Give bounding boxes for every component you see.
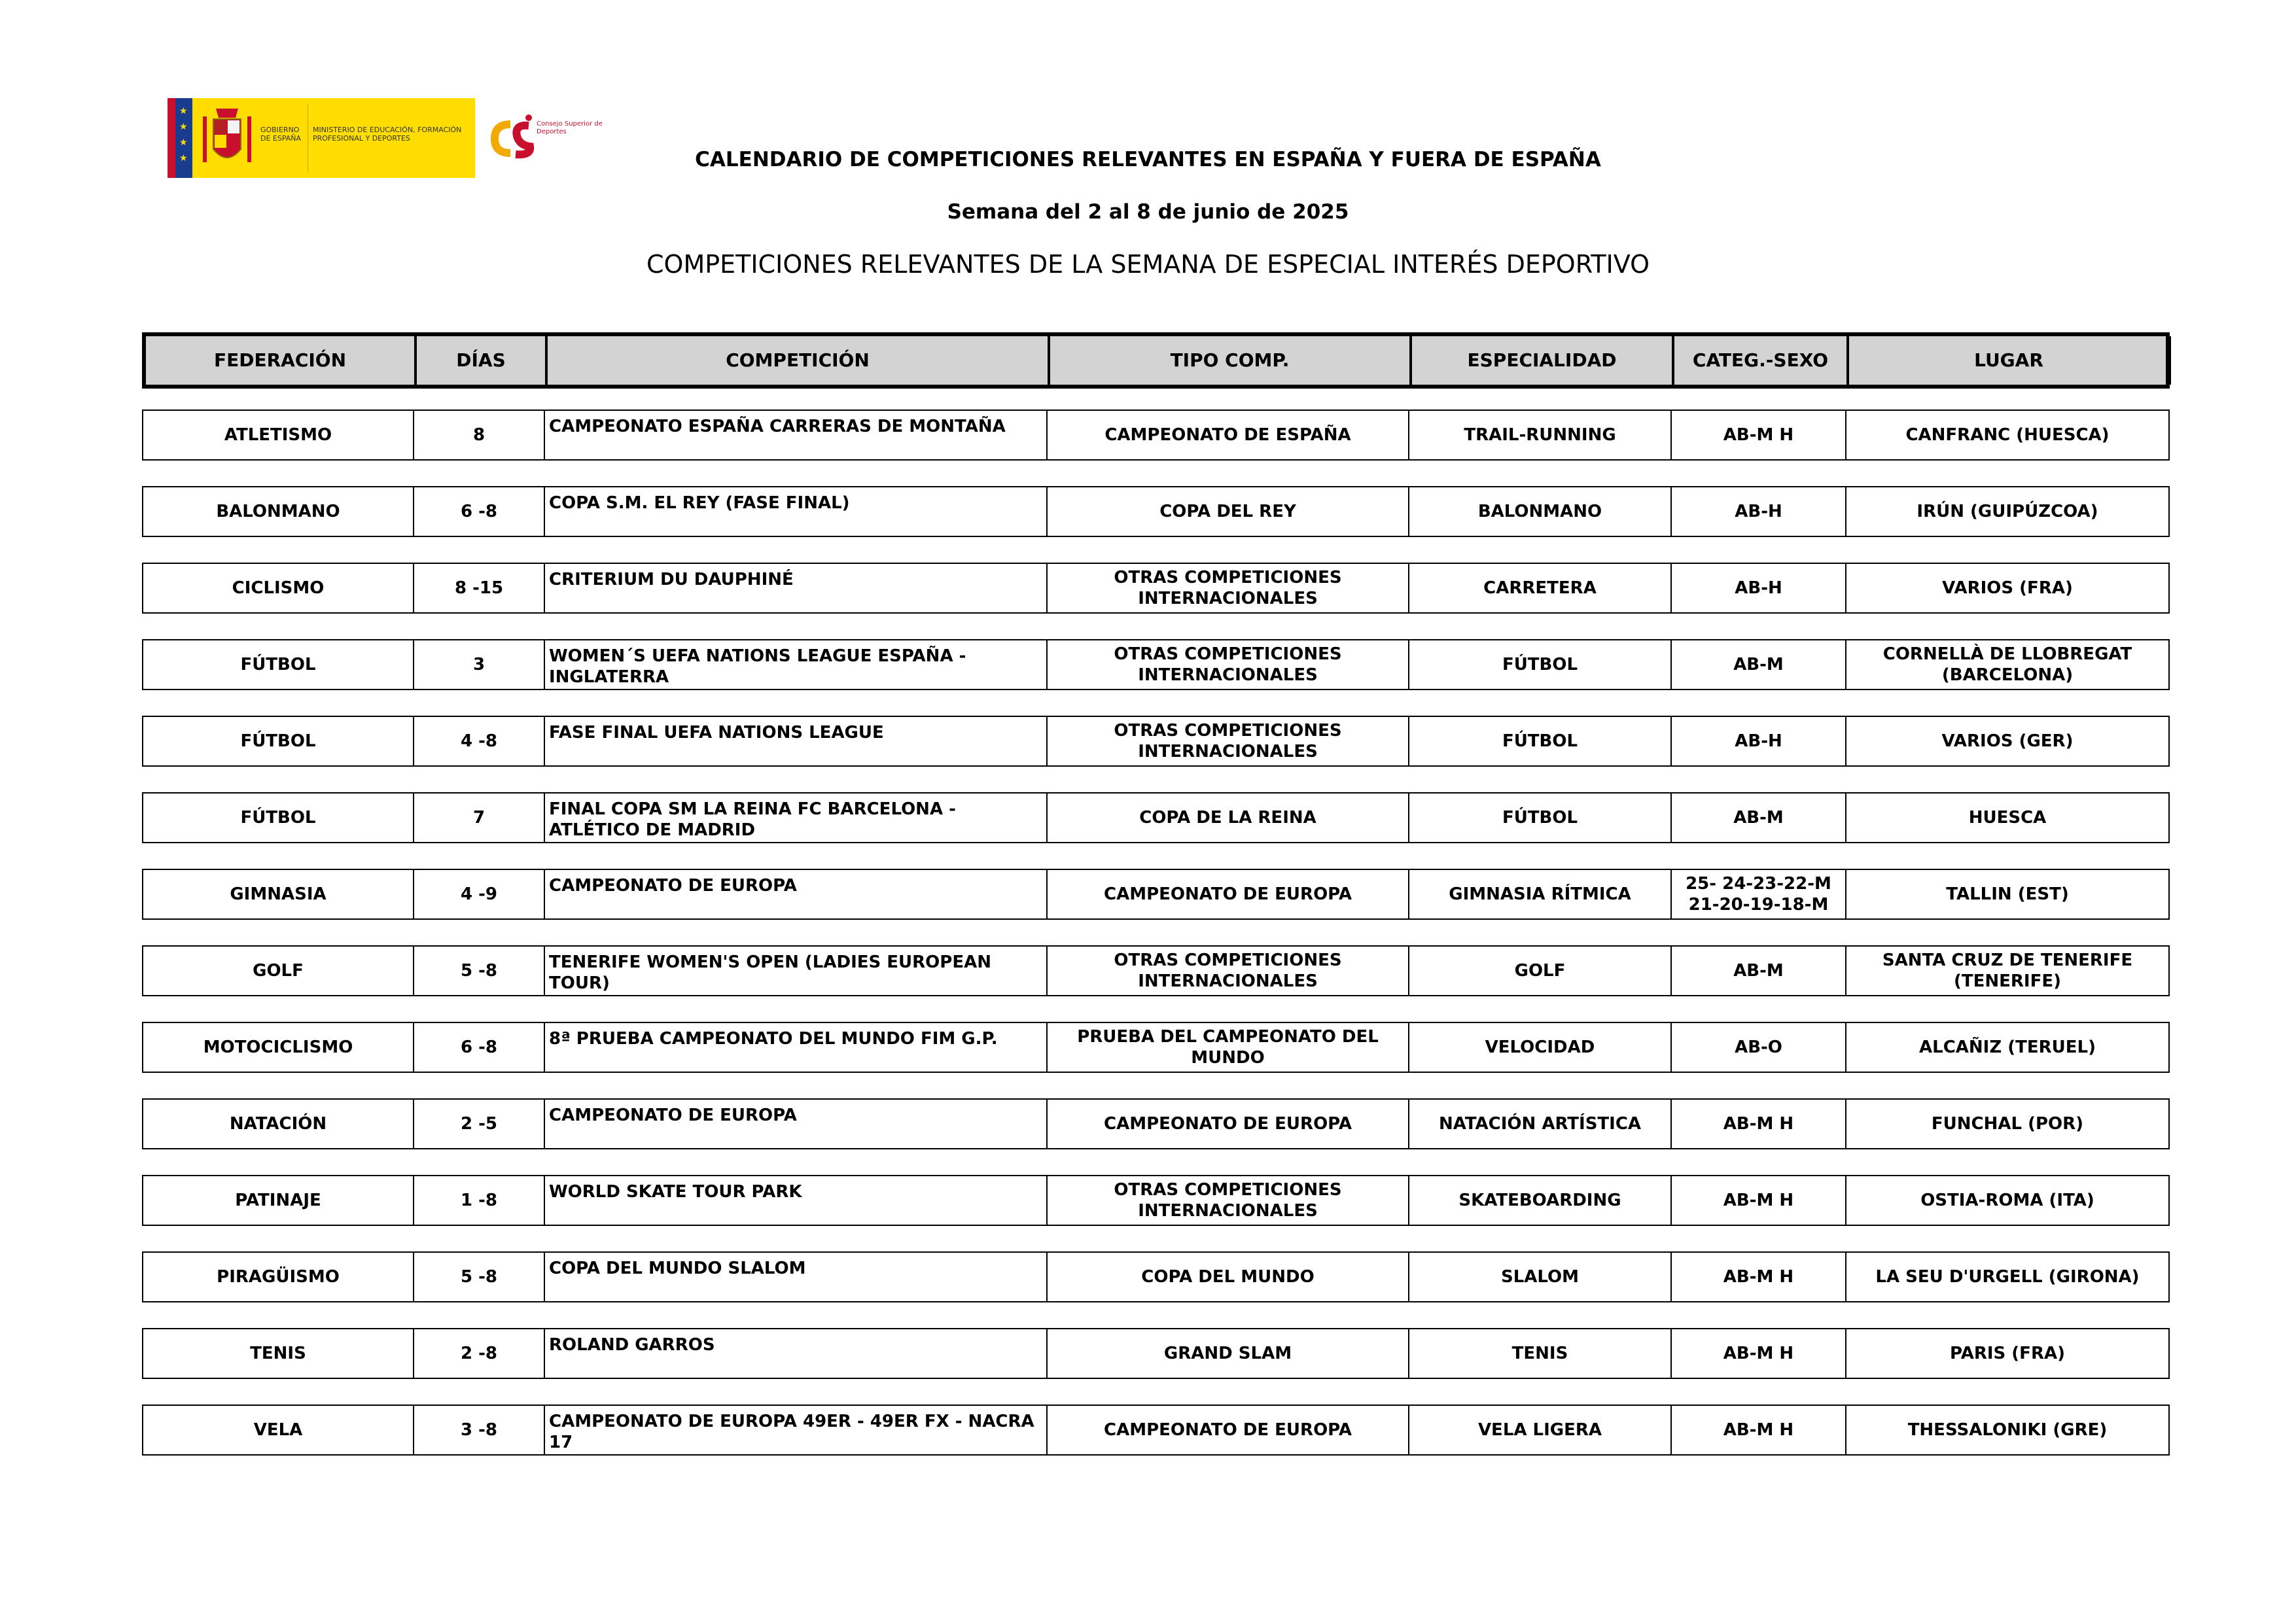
cell-especialidad: GOLF xyxy=(1409,947,1672,995)
table-row xyxy=(142,486,2170,537)
cell-lugar: PARIS (FRA) xyxy=(1950,1344,2065,1363)
cell-competicion: FASE FINAL UEFA NATIONS LEAGUE xyxy=(545,717,1048,765)
cell-competicion: WORLD SKATE TOUR PARK xyxy=(545,1176,1048,1225)
column-header-categ: CATEG.-SEXO xyxy=(1674,336,1849,385)
week-subtitle: Semana del 2 al 8 de junio de 2025 xyxy=(947,200,1349,224)
cell-competicion: COPA DEL MUNDO SLALOM xyxy=(545,1253,1048,1301)
cell-federacion: ATLETISMO xyxy=(143,411,414,459)
cell-especialidad: NATACIÓN ARTÍSTICA xyxy=(1409,1100,1672,1148)
cell-tipo: OTRAS COMPETICIONES INTERNACIONALES xyxy=(1048,717,1409,765)
cell-federacion: FÚTBOL xyxy=(143,717,414,765)
cell-especialidad: SLALOM xyxy=(1409,1253,1672,1301)
cell-lugar: CORNELLÀ DE LLOBREGAT (BARCELONA) xyxy=(1882,644,2132,685)
cell-especialidad: FÚTBOL xyxy=(1409,794,1672,842)
cell-federacion: CICLISMO xyxy=(143,564,414,612)
cell-lugar: FUNCHAL (POR) xyxy=(1931,1114,2084,1134)
cell-tipo: OTRAS COMPETICIONES INTERNACIONALES xyxy=(1048,640,1409,689)
table-row xyxy=(142,1022,2170,1073)
table-row xyxy=(142,1098,2170,1149)
cell-lugar: OSTIA-ROMA (ITA) xyxy=(1920,1191,2094,1210)
cell-lugar: LA SEU D'URGELL (GIRONA) xyxy=(1875,1267,2140,1287)
column-header-dias: DÍAS xyxy=(417,336,548,385)
cell-dias: 8 -15 xyxy=(414,564,545,612)
column-header-federacion: FEDERACIÓN xyxy=(146,336,417,385)
column-header-competicion: COMPETICIÓN xyxy=(548,336,1050,385)
cell-categ: AB-M H xyxy=(1672,1100,1846,1148)
table-row xyxy=(142,639,2170,690)
cell-tipo: PRUEBA DEL CAMPEONATO DEL MUNDO xyxy=(1048,1023,1409,1072)
table-row xyxy=(142,792,2170,843)
cell-tipo: CAMPEONATO DE EUROPA xyxy=(1048,1406,1409,1454)
cell-competicion: TENERIFE WOMEN'S OPEN (LADIES EUROPEAN TOUR) xyxy=(545,947,1048,995)
cell-federacion: FÚTBOL xyxy=(143,640,414,689)
cell-competicion: ROLAND GARROS xyxy=(545,1329,1048,1378)
table-row xyxy=(142,410,2170,461)
cell-tipo: CAMPEONATO DE EUROPA xyxy=(1048,870,1409,918)
cell-lugar: CANFRANC (HUESCA) xyxy=(1905,425,2110,445)
cell-lugar: VARIOS (GER) xyxy=(1941,731,2074,751)
table-row xyxy=(142,716,2170,767)
cell-tipo: OTRAS COMPETICIONES INTERNACIONALES xyxy=(1048,564,1409,612)
cell-especialidad: FÚTBOL xyxy=(1409,640,1672,689)
column-header-tipo: TIPO COMP. xyxy=(1050,336,1412,385)
cell-categ: AB-H xyxy=(1672,717,1846,765)
cell-dias: 5 -8 xyxy=(414,947,545,995)
cell-lugar: SANTA CRUZ DE TENERIFE (TENERIFE) xyxy=(1882,951,2133,991)
column-header-lugar: LUGAR xyxy=(1849,336,2171,385)
table-row xyxy=(142,563,2170,614)
table-row xyxy=(142,1405,2170,1456)
cell-competicion: WOMEN´S UEFA NATIONS LEAGUE ESPAÑA - INGLATERRA xyxy=(545,640,1048,689)
page-title: CALENDARIO DE COMPETICIONES RELEVANTES EN ESPAÑA Y FUERA DE ESPAÑA xyxy=(695,148,1601,171)
cell-lugar: HUESCA xyxy=(1968,808,2047,828)
cell-dias: 4 -9 xyxy=(414,870,545,918)
cell-tipo: OTRAS COMPETICIONES INTERNACIONALES xyxy=(1048,947,1409,995)
cell-dias: 1 -8 xyxy=(414,1176,545,1225)
cell-especialidad: VELOCIDAD xyxy=(1409,1023,1672,1072)
cell-federacion: PIRAGÜISMO xyxy=(143,1253,414,1301)
cell-categ: AB-M xyxy=(1672,794,1846,842)
cell-lugar: VARIOS (FRA) xyxy=(1942,578,2073,598)
cell-competicion: CAMPEONATO DE EUROPA xyxy=(545,1100,1048,1148)
cell-especialidad: GIMNASIA RÍTMICA xyxy=(1409,870,1672,918)
cell-federacion: GIMNASIA xyxy=(143,870,414,918)
table-row xyxy=(142,945,2170,996)
cell-especialidad: VELA LIGERA xyxy=(1409,1406,1672,1454)
cell-especialidad: TRAIL-RUNNING xyxy=(1409,411,1672,459)
cell-especialidad: TENIS xyxy=(1409,1329,1672,1378)
cell-tipo: CAMPEONATO DE ESPAÑA xyxy=(1048,411,1409,459)
cell-tipo: GRAND SLAM xyxy=(1048,1329,1409,1378)
cell-federacion: NATACIÓN xyxy=(143,1100,414,1148)
cell-categ: AB-M H xyxy=(1672,411,1846,459)
cell-federacion: TENIS xyxy=(143,1329,414,1378)
cell-especialidad: CARRETERA xyxy=(1409,564,1672,612)
cell-tipo: CAMPEONATO DE EUROPA xyxy=(1048,1100,1409,1148)
cell-categ: AB-M H xyxy=(1672,1176,1846,1225)
spain-flag-icon: ★ ★ ★ ★ xyxy=(168,98,192,178)
cell-lugar: ALCAÑIZ (TERUEL) xyxy=(1919,1038,2096,1057)
cell-dias: 6 -8 xyxy=(414,1023,545,1072)
cell-dias: 2 -5 xyxy=(414,1100,545,1148)
ministerio-text: MINISTERIO DE EDUCACIÓN, FORMACIÓN PROFESIONAL Y DEPORTES xyxy=(313,126,462,143)
table-row xyxy=(142,1328,2170,1379)
gobierno-text: GOBIERNO DE ESPAÑA xyxy=(260,126,302,143)
cell-lugar: THESSALONIKI (GRE) xyxy=(1907,1420,2108,1440)
cell-categ: AB-O xyxy=(1672,1023,1846,1072)
cell-competicion: CAMPEONATO ESPAÑA CARRERAS DE MONTAÑA xyxy=(545,411,1048,459)
cell-competicion: 8ª PRUEBA CAMPEONATO DEL MUNDO FIM G.P. xyxy=(545,1023,1048,1072)
cell-categ: AB-H xyxy=(1672,564,1846,612)
cell-especialidad: SKATEBOARDING xyxy=(1409,1176,1672,1225)
section-subtitle: COMPETICIONES RELEVANTES DE LA SEMANA DE ESPECIAL INTERÉS DEPORTIVO xyxy=(646,250,1650,279)
cell-competicion: CAMPEONATO DE EUROPA 49ER - 49ER FX - NACRA 17 xyxy=(545,1406,1048,1454)
table-row xyxy=(142,1175,2170,1226)
cell-dias: 3 xyxy=(414,640,545,689)
cell-categ: 25- 24-23-22-M 21-20-19-18-M xyxy=(1672,870,1846,918)
cell-dias: 8 xyxy=(414,411,545,459)
cell-lugar: IRÚN (GUIPÚZCOA) xyxy=(1916,502,2098,521)
cell-federacion: VELA xyxy=(143,1406,414,1454)
cell-categ: AB-M H xyxy=(1672,1253,1846,1301)
cell-tipo: COPA DEL MUNDO xyxy=(1048,1253,1409,1301)
cell-dias: 4 -8 xyxy=(414,717,545,765)
cell-tipo: COPA DE LA REINA xyxy=(1048,794,1409,842)
cell-competicion: FINAL COPA SM LA REINA FC BARCELONA - ATLÉTICO DE MADRID xyxy=(545,794,1048,842)
cell-categ: AB-H xyxy=(1672,487,1846,536)
column-header-especialidad: ESPECIALIDAD xyxy=(1412,336,1674,385)
table-header xyxy=(142,332,2170,389)
cell-categ: AB-M H xyxy=(1672,1329,1846,1378)
cell-dias: 3 -8 xyxy=(414,1406,545,1454)
cell-federacion: PATINAJE xyxy=(143,1176,414,1225)
cell-federacion: FÚTBOL xyxy=(143,794,414,842)
cell-tipo: OTRAS COMPETICIONES INTERNACIONALES xyxy=(1048,1176,1409,1225)
cell-categ: AB-M xyxy=(1672,640,1846,689)
cell-federacion: BALONMANO xyxy=(143,487,414,536)
table-row xyxy=(142,1251,2170,1302)
cell-tipo: COPA DEL REY xyxy=(1048,487,1409,536)
cell-dias: 2 -8 xyxy=(414,1329,545,1378)
cell-especialidad: BALONMANO xyxy=(1409,487,1672,536)
table-row xyxy=(142,869,2170,920)
csd-text: Consejo Superior de Deportes xyxy=(537,120,603,135)
cell-categ: AB-M xyxy=(1672,947,1846,995)
cell-especialidad: FÚTBOL xyxy=(1409,717,1672,765)
cell-federacion: MOTOCICLISMO xyxy=(143,1023,414,1072)
cell-lugar: TALLIN (EST) xyxy=(1946,884,2069,904)
cell-dias: 7 xyxy=(414,794,545,842)
cell-dias: 5 -8 xyxy=(414,1253,545,1301)
cell-competicion: CRITERIUM DU DAUPHINÉ xyxy=(545,564,1048,612)
cell-categ: AB-M H xyxy=(1672,1406,1846,1454)
cell-federacion: GOLF xyxy=(143,947,414,995)
cell-competicion: COPA S.M. EL REY (FASE FINAL) xyxy=(545,487,1048,536)
cell-competicion: CAMPEONATO DE EUROPA xyxy=(545,870,1048,918)
cell-dias: 6 -8 xyxy=(414,487,545,536)
